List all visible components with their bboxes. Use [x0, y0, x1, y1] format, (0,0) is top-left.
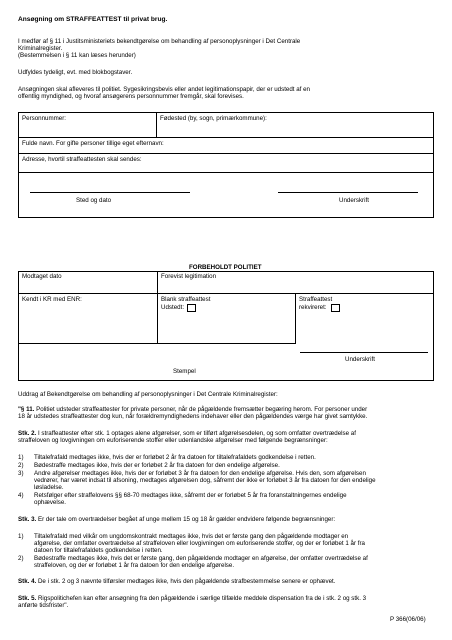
signature-label: Underskrift: [339, 197, 369, 204]
intro-line-1: I medfør af § 11 i Justitsministeriets bekendtgørelse om behandling af personoplysninger i Det Centrale: [18, 38, 301, 45]
police-divider: [157, 271, 158, 343]
stk2-item-text: løsladelse.: [34, 484, 64, 491]
stk2-item-number: 4): [18, 492, 24, 499]
received-date-label: Modtaget dato: [22, 273, 62, 280]
cpr-field-label: Personnummer:: [22, 115, 67, 122]
certificate-label: Straffeattest: [299, 296, 333, 303]
signature-line: [278, 192, 418, 193]
place-date-label: Sted og dato: [76, 197, 112, 204]
stk3-item-text: straffeloven, og der er forløbet 1 år fra datoen for den endelige afgørelse.: [34, 562, 235, 569]
birthplace-field-label: Fødested (by, sogn, primærkommune):: [160, 115, 267, 122]
intro-line-3: (Bestemmelsen i § 11 kan læses herunder): [18, 52, 136, 59]
place-date-line: [30, 192, 190, 193]
police-section-form: [18, 271, 434, 381]
stk2-line: straffeloven og lovgivningen om euforiserende stoffer eller udenlandske afgørelser med følgende begrænsninger:: [18, 437, 328, 444]
stk3-item-text: afgørelse, der omfatter overtrædelse af straffeloven eller lovgivningen om euforiserende stoffer, og der er forløbet 1 år fra: [34, 540, 365, 547]
requested-checkbox[interactable]: [331, 304, 340, 312]
intro-line-2: Kriminalregister.: [18, 45, 63, 52]
form-divider: [156, 112, 157, 137]
stk5-line: anførte tidsfrister".: [18, 602, 69, 609]
stk2-item-number: 2): [18, 462, 24, 469]
stk3-item-number: 1): [18, 533, 24, 540]
fill-instruction: Udfyldes tydeligt, evt. med blokbogstaver.: [18, 69, 133, 76]
issued-label: Udstedt:: [161, 304, 185, 311]
paragraph-11-line: "§ 11. Politiet udsteder straffeattester for private personer, når de pågældende fremsætter begæring herom. For personer under: [18, 406, 368, 413]
police-divider: [18, 343, 296, 344]
stk2-item-number: 3): [18, 470, 24, 477]
form-divider: [18, 172, 433, 173]
paragraph-11-line: 18 år udstedes straffeattester dog kun, når forældremyndighedens indehaver eller den pågældendes værge har givet samtykke.: [18, 413, 368, 420]
form-divider: [18, 137, 433, 138]
stk3-item-text: Tiltalefrafald med vilkår om ungdomskontrakt medtages ikke, hvis det er første gang den pågældende modtager en: [34, 533, 349, 540]
police-signature-line: [300, 352, 428, 353]
stk3-item-text: datoen for tiltalefrafaldets godkendelse i retten.: [34, 547, 163, 554]
address-field-label: Adresse, hvortil straffeattesten skal sendes:: [22, 156, 142, 163]
form-divider: [18, 153, 433, 154]
stk2-item-text: ophævelse.: [34, 499, 66, 506]
id-shown-label: Forevist legitimation: [161, 273, 217, 280]
police-divider: [295, 293, 296, 343]
police-section-heading: FORBEHOLDT POLITIET: [189, 264, 262, 271]
stamp-label: Stempel: [173, 368, 196, 375]
known-in-kr-label: Kendt i KR med ENR:: [22, 296, 82, 303]
submit-instruction-1: Ansøgningen skal afleveres til politiet. Sygesikringsbevis eller andet legitimationspapir, der er udstedt af en: [18, 86, 311, 93]
excerpt-title: Uddrag af Bekendtgørelse om behandling af personoplysninger i Det Centrale Kriminalregister:: [18, 391, 278, 398]
stk2-item-number: 1): [18, 454, 24, 461]
police-divider: [18, 293, 433, 294]
submit-instruction-2: offentlig myndighed, og hvoraf ansøgerens personnummer fremgår, skal forevises.: [18, 93, 244, 100]
blank-certificate-label: Blank straffeattest: [161, 296, 211, 303]
requested-label: rekvireret:: [299, 304, 327, 311]
stk3-line: Stk. 3. Er der tale om overtrædelser begået af unge mellem 15 og 18 år gælder endvidere følgende begrænsninger:: [18, 516, 336, 523]
document-title: Ansøgning om STRAFFEATTEST til privat brug.: [18, 16, 168, 23]
stk3-item-number: 2): [18, 555, 24, 562]
stk5-line: Stk. 5. Rigspolitichefen kan efter ansøgning fra den pågældende i særlige tilfælde meddele dispensation fra de i stk. 2 og stk. 3: [18, 595, 367, 602]
police-signature-label: Underskrift: [345, 356, 375, 363]
stk2-item-text: Retsfølger efter straffelovens §§ 68-70 medtages ikke, såfremt der er forløbet 5 år fra foranstaltningernes endelige: [34, 492, 347, 499]
fullname-field-label: Fulde navn. For gifte personer tillige eget efternavn:: [22, 140, 164, 147]
stk2-item-text: Bødestraffe medtages ikke, hvis der er forløbet 2 år fra datoen for den endelige afgørelse.: [34, 462, 280, 469]
form-code: P 366(06/06): [390, 616, 426, 623]
issued-checkbox[interactable]: [187, 304, 196, 312]
stk4-line: Stk. 4. De i stk. 2 og 3 nævnte tilførsler medtages ikke, hvis den pågældende strafbestemmelse senere er ophævet.: [18, 578, 336, 585]
stk3-item-text: Bødestraffe medtages ikke, hvis det er første gang, den pågældende modtager en afgørelse, der omfatter overtrædelse af: [34, 555, 368, 562]
stk2-line: Stk. 2. I straffeattester efter stk. 1 optages alene afgørelser, som er tilført afgørelsesdelen, og som omfatter overtrædelse af: [18, 430, 356, 437]
stk2-item-text: vedrører, har været indsat til afsoning, medtages afgørelsen dog, såfremt der ikke er forløbet 3 år fra datoen for den endelige: [34, 477, 376, 484]
stk2-item-text: Andre afgørelser medtages ikke, hvis der er forløbet 3 år fra datoen for den endelige afgørelse. Hvis den, som afgørelsen: [34, 470, 366, 477]
stk2-item-text: Tiltalefrafald medtages ikke, hvis der er forløbet 2 år fra datoen for tiltalefrafaldets godkendelse i retten.: [34, 454, 316, 461]
